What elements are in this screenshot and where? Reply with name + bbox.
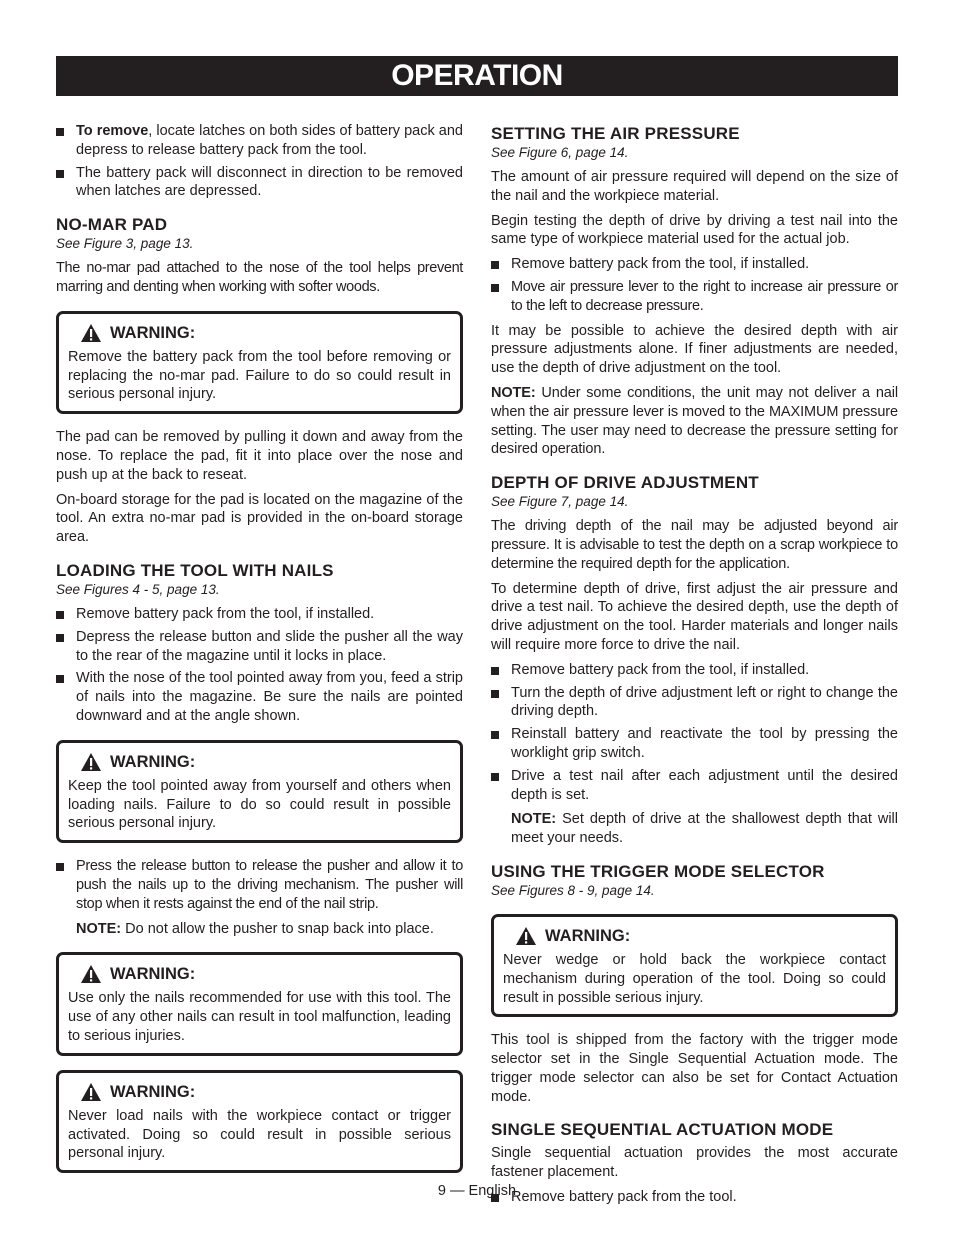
list-item	[56, 669, 463, 725]
warning-triangle-icon	[80, 964, 102, 984]
note-text: Do not allow the pusher to snap back into place.	[121, 920, 434, 937]
bullet-icon	[491, 284, 499, 292]
note	[491, 810, 898, 848]
page-title: OPERATION	[56, 56, 898, 96]
paragraph: Single sequential actuation provides the most accurate fastener placement.	[491, 1145, 898, 1181]
paragraph: This tool is shipped from the factory with the trigger mode selector set in the Single Sequential Actuation mode. The trigger mode selector can also be set for Contact Actuation mode.	[491, 1032, 898, 1105]
list-item-text: Turn the depth of drive adjustment left or right to change the driving depth.	[511, 684, 898, 720]
paragraph: The driving depth of the nail may be adjusted beyond air pressure. It is advisable to test the depth on a scrap workpiece to determine the required depth for the application.	[491, 518, 898, 572]
list-item	[56, 122, 463, 160]
list-item-text: Remove battery pack from the tool.	[511, 1189, 737, 1206]
intro-bullet-list	[56, 122, 463, 201]
bullet-icon	[56, 128, 64, 136]
warning-triangle-icon	[80, 752, 102, 772]
paragraph: Begin testing the depth of drive by driving a test nail into the same type of workpiece material used for the actual job.	[491, 212, 898, 248]
note	[56, 920, 463, 939]
list-item-text: With the nose of the tool pointed away from you, feed a strip of nails into the magazine. Be sure the nails are pointed downward and at the angle shown.	[76, 670, 463, 724]
bold-lead: To remove	[76, 123, 149, 139]
list-item-text: Remove battery pack from the tool, if installed.	[511, 256, 810, 273]
note	[491, 384, 898, 459]
list-item-text: Drive a test nail after each adjustment until the desired depth is set.	[511, 767, 898, 803]
loading-bullet-list	[56, 605, 463, 726]
bullet-icon	[56, 675, 64, 683]
list-item-text: , locate latches on both sides of battery pack and depress to release battery pack from the tool.	[76, 123, 463, 158]
list-item-text: Press the release button to release the pusher and allow it to push the nails up to the driving mechanism. The pusher will stop when it rests against the end of the nail strip.	[76, 858, 463, 912]
bullet-icon	[56, 170, 64, 178]
loading-bullet-list-2	[56, 857, 463, 913]
list-item	[491, 278, 898, 316]
figure-reference: See Figure 7, page 14.	[491, 494, 629, 510]
list-item-text: Reinstall battery and reactivate the tool by pressing the worklight grip switch.	[511, 726, 898, 761]
warning-box	[56, 740, 463, 843]
bullet-icon	[491, 731, 499, 739]
note-text: Set depth of drive at the shallowest depth that will meet your needs.	[511, 811, 898, 847]
warning-title: WARNING:	[110, 323, 196, 342]
bullet-icon	[491, 690, 499, 698]
warning-title: WARNING:	[110, 965, 196, 984]
warning-box	[491, 914, 898, 1017]
bullet-icon	[491, 773, 499, 781]
air-bullet-list	[491, 255, 898, 315]
right-column	[491, 122, 898, 1213]
section-heading-trigger-mode: USING THE TRIGGER MODE SELECTOR	[491, 861, 825, 881]
bullet-icon	[56, 863, 64, 871]
bullet-icon	[56, 634, 64, 642]
section-heading-air-pressure: SETTING THE AIR PRESSURE	[491, 124, 740, 143]
list-item	[56, 605, 463, 624]
warning-text: Keep the tool pointed away from yourself and others when loading nails. Failure to do so could result in possible serious personal injury.	[68, 777, 451, 832]
warning-triangle-icon	[515, 926, 537, 946]
figure-reference: See Figures 8 - 9, page 14.	[491, 882, 655, 898]
list-item	[491, 255, 898, 274]
list-item	[491, 767, 898, 805]
note-label: NOTE:	[76, 920, 122, 937]
figure-reference: See Figures 4 - 5, page 13.	[56, 581, 220, 597]
paragraph: The no-mar pad attached to the nose of the tool helps prevent marring and denting when working with softer woods.	[56, 260, 463, 295]
section-heading-loading-nails: LOADING THE TOOL WITH NAILS	[56, 560, 334, 580]
paragraph: To determine depth of drive, first adjust the air pressure and drive a test nail. To achieve the desired depth, use the depth of drive adjustment on the tool. Harder materials and longer nails will require more force to drive the nail.	[491, 580, 898, 653]
section-heading-single-sequential: SINGLE SEQUENTIAL ACTUATION MODE	[491, 1120, 834, 1140]
warning-box	[56, 952, 463, 1055]
list-item-text: The battery pack will disconnect in direction to be removed when latches are depressed.	[76, 164, 463, 200]
note-text: Under some conditions, the unit may not deliver a nail when the air pressure lever is moved to the MAXIMUM pressure setting. The user may need to decrease the pressure setting for desired operation.	[491, 384, 898, 458]
warning-text: Use only the nails recommended for use with this tool. The use of any other nails can result in tool malfunction, leading to serious injuries.	[68, 990, 451, 1044]
warning-triangle-icon	[80, 323, 102, 343]
warning-text: Never wedge or hold back the workpiece contact mechanism during operation of the tool. Doing so could result in possible serious injury.	[503, 951, 886, 1006]
page-footer: 9 — English	[437, 1183, 517, 1199]
list-item	[491, 684, 898, 722]
list-item	[56, 857, 463, 913]
list-item	[56, 628, 463, 666]
paragraph: It may be possible to achieve the desired depth with air pressure adjustments alone. If finer adjustments are needed, use the depth of drive adjustment on the tool.	[491, 322, 898, 377]
paragraph: The pad can be removed by pulling it down and away from the nose. To replace the pad, fit it into place over the nose and push up at the back to reseat.	[56, 429, 463, 483]
warning-title: WARNING:	[110, 752, 196, 771]
list-item	[491, 661, 898, 680]
list-item	[491, 725, 898, 763]
note-label: NOTE:	[491, 384, 536, 401]
list-item-text: Remove battery pack from the tool, if installed.	[511, 661, 810, 678]
warning-text: Never load nails with the workpiece contact or trigger activated. Doing so could result in possible serious personal injury.	[68, 1107, 451, 1162]
warning-triangle-icon	[80, 1082, 102, 1102]
paragraph: On-board storage for the pad is located on the magazine of the tool. An extra no-mar pad is provided in the on-board storage area.	[56, 491, 463, 546]
list-item	[56, 164, 463, 202]
depth-bullet-list	[491, 661, 898, 805]
bullet-icon	[491, 261, 499, 269]
warning-title: WARNING:	[545, 926, 631, 945]
note-label: NOTE:	[511, 811, 557, 828]
warning-text: Remove the battery pack from the tool before removing or replacing the no-mar pad. Failure to do so could result in serious personal injury.	[68, 348, 451, 403]
figure-reference: See Figure 6, page 14.	[491, 145, 629, 160]
bullet-icon	[491, 667, 499, 675]
list-item-text: Depress the release button and slide the pusher all the way to the rear of the magazine until it locks in place.	[76, 628, 463, 664]
list-item-text: Move air pressure lever to the right to increase air pressure or to the left to decrease pressure.	[511, 278, 898, 314]
warning-box	[56, 1070, 463, 1173]
paragraph: The amount of air pressure required will depend on the size of the nail and the workpiece material.	[491, 169, 898, 204]
left-column	[56, 122, 463, 1187]
bullet-icon	[56, 611, 64, 619]
list-item-text: Remove battery pack from the tool, if installed.	[76, 605, 375, 622]
warning-title: WARNING:	[110, 1082, 196, 1101]
figure-reference: See Figure 3, page 13.	[56, 236, 194, 252]
section-heading-no-mar-pad: NO-MAR PAD	[56, 215, 168, 235]
section-heading-depth-of-drive: DEPTH OF DRIVE ADJUSTMENT	[491, 473, 759, 493]
warning-box	[56, 311, 463, 414]
